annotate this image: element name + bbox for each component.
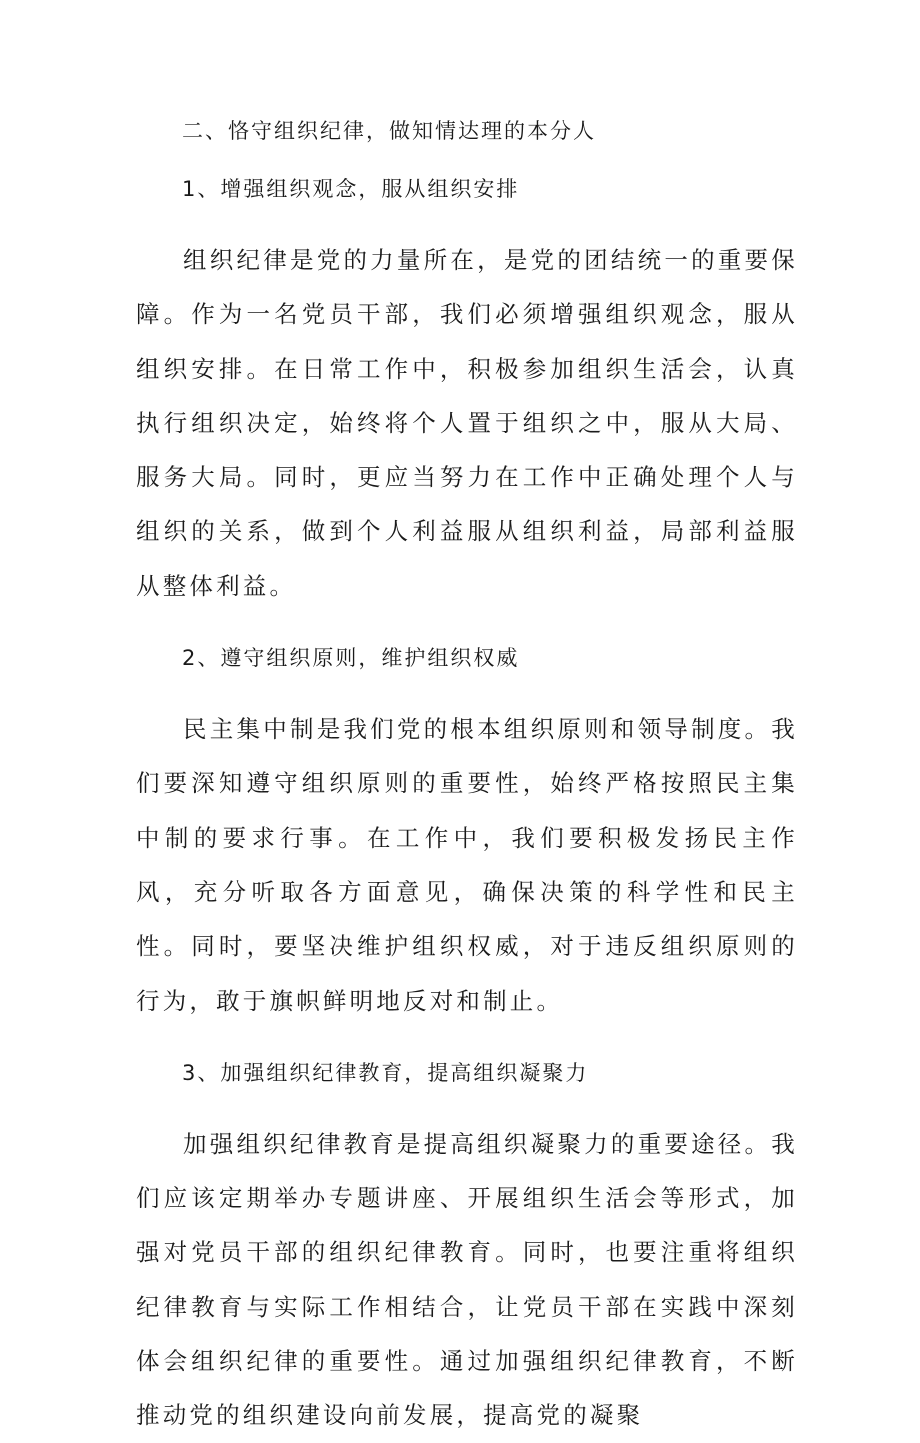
spacer <box>136 681 798 702</box>
document-body <box>136 108 798 1443</box>
subsection-heading-3: 3、加强组织纪律教育，提高组织凝聚力 <box>182 1060 589 1085</box>
subsection-paragraph-2: 民主集中制是我们党的根本组织原则和领导制度。我们要深知遵守组织原则的重要性，始终严格按照民主集中制的要求行事。在工作中，我们要积极发扬民主作风，充分听取各方面意见，确保决策的科学性和民主性。同时，要坚决维护组织权威，对于违反组织原则的行为，敢于旗帜鲜明地反对和制止。 <box>136 715 798 1015</box>
subsection-paragraph-3: 加强组织纪律教育是提高组织凝聚力的重要途径。我们应该定期举办专题讲座、开展组织生活会等形式，加强对党员干部的组织纪律教育。同时，也要注重将组织纪律教育与实际工作相结合，让党员干部在实践中深刻体会组织纪律的重要性。通过加强组织纪律教育，不断推动党的组织建设向前发展，提高党的凝聚 <box>136 1129 798 1430</box>
spacer <box>136 154 798 166</box>
spacer <box>136 1028 798 1050</box>
spacer <box>136 1096 798 1117</box>
subsection-heading-2: 2、遵守组织原则，维护组织权威 <box>182 646 520 671</box>
spacer <box>136 613 798 635</box>
subsection-heading-1: 1、增强组织观念，服从组织安排 <box>182 177 520 201</box>
subsection-paragraph-1: 组织纪律是党的力量所在，是党的团结统一的重要保障。作为一名党员干部，我们必须增强组织观念，服从组织安排。在日常工作中，积极参加组织生活会，认真执行组织决定，始终将个人置于组织之中，服从大局、服务大局。同时，更应当努力在工作中正确处理个人与组织的关系，做到个人利益服从组织利益，局部利益服从整体利益。 <box>136 246 798 600</box>
section-title: 二、恪守组织纪律，做知情达理的本分人 <box>182 119 596 143</box>
spacer <box>136 212 798 233</box>
